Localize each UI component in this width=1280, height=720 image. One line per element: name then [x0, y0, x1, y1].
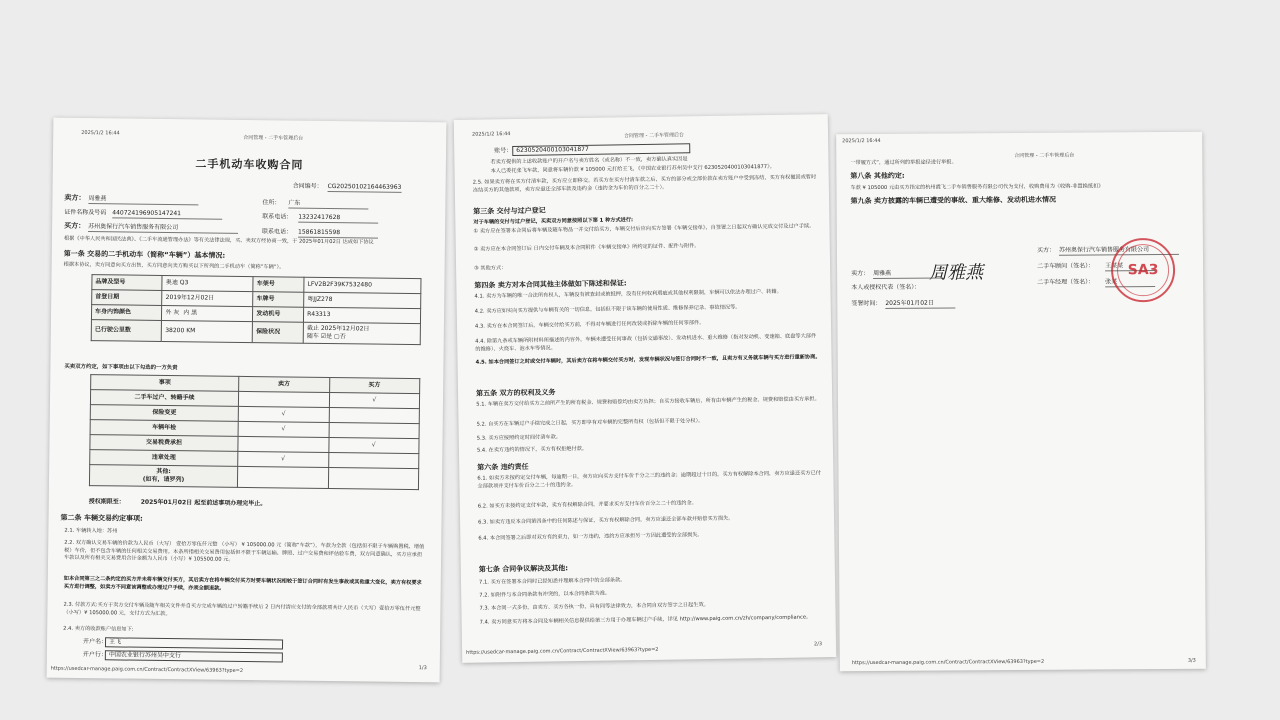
header-date: 2025/1/2 16:44: [81, 129, 120, 137]
footer-url: https://usedcar-manage.paig.com.cn/Contract/ContractXView/63963?type=2: [466, 646, 659, 656]
brand-label: 品牌及型号: [92, 275, 163, 291]
duty-buyer-check: [328, 453, 419, 469]
article-6-title: 第六条 违约责任: [477, 462, 529, 472]
duty-table: [89, 374, 420, 490]
clause-8: 车款 ¥ 105000 元由买方指定的杭州霞飞二手车销售服务有限公司代为支付，收购费用为《收购-非置换抵扣》: [850, 183, 1104, 192]
id-number: 440724196905147241: [112, 209, 222, 219]
seller-sign-label: 卖方：: [851, 270, 870, 278]
duty-item: 交易税费承担: [90, 435, 238, 452]
clause-3-option-3: ③ 其他方式：: [474, 265, 507, 272]
km-value: [162, 320, 253, 342]
duty-item: 保险变更: [90, 405, 238, 422]
clause-4-5: 4.5. 如本合同签订之时或交付车辆时，其后卖方在将车辆交付买方时，发现车辆状况与签订合同时不一致，且卖方有义务就车辆与买方进行重新协商。: [475, 354, 821, 366]
buyer-sign-name: 苏州奥保行汽车销售服务有限公司: [1059, 246, 1179, 256]
contract-title: 二手机动车收购合同: [195, 157, 304, 172]
plate-value: 粤JJZ278: [304, 292, 421, 308]
contract-page-3: [836, 132, 1206, 672]
brand-value: 奥迪 Q3: [162, 275, 253, 291]
insurance-onboard: 随车 ☑是 ▢否: [306, 332, 346, 341]
article-5-title: 第五条 双方的权利及义务: [475, 388, 556, 398]
clause-6-3: 6.3. 如卖方违反本合同第四条中的任何陈述与保证，买方有权解除合同，卖方应退还全部车款并赔偿买方损失。: [478, 515, 734, 526]
clause-3-option-2: ② 卖方应在本合同签订后 日内交付车辆及本合同附件《车辆交接单》所约定的证件、配件与附件。: [473, 243, 700, 253]
seller-name: 周雅燕: [88, 195, 198, 205]
clause-5-3: 5.3. 买方应按照约定时间付清车款。: [476, 434, 561, 442]
article-3-intro: 对于车辆的交付与过户登记，买卖双方同意按照以下第 1 种方式进行:: [473, 217, 634, 226]
clause-6-1: 6.1. 如卖方未按约定交付车辆，每逾期一日，卖方应向买方支付车价千分之三的违约金；逾期超过十日的，买方有权解除本合同，卖方应退还买方已付全部款项并支付车价百分之二十的违约金。: [477, 470, 821, 490]
color-label: 车身内饰颜色: [91, 305, 162, 321]
contract-page-2: [454, 114, 836, 663]
color-inner: 内 黑: [183, 309, 198, 317]
clause-4-1: 4.1. 卖方为车辆的唯一合法所有权人，车辆没有被查封或被抵押，没有任何权利瑕疵或其他权利限制，车辆可以依法办理过户、转籍。: [474, 288, 782, 300]
article-4-title: 第四条 卖方对本合同其他主体做如下陈述和保证:: [474, 279, 627, 290]
address-value: 广东: [288, 199, 368, 209]
km-label: 已行驶公里数: [91, 320, 162, 342]
page3-top-text: 一带履方式”，通过所列的举报途径进行举报。: [850, 159, 957, 167]
duty-seller-check: [237, 466, 328, 488]
clause-5-2: 5.2. 自买方在车辆过户手续完成之日起，买方即享有对车辆的完整所有权（包括但不限于处分权）。: [476, 418, 704, 428]
duty-buyer-check: √: [329, 393, 420, 409]
article-3-title: 第三条 交付与过户登记: [473, 206, 546, 216]
footer-page: 1/3: [418, 665, 427, 672]
reg-value: 2019年12月02日: [162, 290, 253, 306]
duty-item: 违章处理: [90, 450, 238, 467]
header-title: 合同管理 - 二手车管理后台: [243, 134, 304, 142]
consultant-label: 二手车顾问（签名）：: [1037, 262, 1095, 270]
duty-row: [89, 465, 418, 490]
article-7-title: 第七条 合同争议解决及其他:: [478, 564, 569, 574]
clause-2-1: 2.1. 车辆转入地：苏州: [64, 527, 118, 535]
clause-2-4: 2.4. 卖方的收款账户信息如下:: [63, 625, 134, 633]
clause-7-1: 7.1. 买方在签署本合同时已经知悉并理解本合同中的全部条款。: [478, 577, 626, 586]
duty-buyer-check: √: [328, 438, 419, 454]
seller-phone: 13232417628: [298, 214, 378, 224]
duty-buyer-check: [329, 408, 420, 424]
footer-page: 2/3: [813, 641, 823, 648]
color-outer: 外 灰: [165, 308, 180, 317]
duty-seller-check: √: [238, 421, 329, 437]
duty-buyer-check: [329, 423, 420, 439]
km-unit: KM: [186, 327, 196, 335]
phone-label: 联系电话：: [262, 213, 293, 221]
account-holder: 王飞: [105, 637, 283, 649]
header-date: 2025/1/2 16:44: [842, 137, 881, 145]
clause-2-2-bold: 如本合同第三之二条约定的买方并未将车辆交付买方，其后卖方在将车辆交付买方时要车辆状况相较于签订合同时有发生事故或其他重大变化，卖方有权要求买方进行调整，如卖方不同意该调整或办理过户手续，亦须全额退款。: [63, 575, 422, 592]
buyer-label: 买方：: [64, 221, 86, 231]
duty-seller-check: [238, 391, 329, 407]
duty-item: 二手车过户、转籍手续: [90, 390, 238, 407]
manager-label: 二手车经理（签名）：: [1037, 278, 1095, 286]
vin-label: 车架号: [253, 277, 304, 293]
duty-item: 其他: (如有，请罗列): [89, 465, 237, 488]
contract-no-label: 合同编号：: [292, 182, 323, 190]
footer-page: 3/3: [1187, 657, 1196, 664]
duty-seller-check: √: [238, 451, 329, 467]
preamble: 根据《中华人民共和国民法典》、《二手车流通管理办法》等有关法律法规，买、卖双方经协商一致，于 2025年01月02日 达成如下协议: [63, 235, 374, 246]
address-label: 住所：: [262, 199, 281, 207]
clause-6-2: 6.2. 如买方未按约定支付车款，卖方有权解除合同，并要求买方支付车价百分之二十的违约金。: [477, 500, 697, 510]
company-seal: [1111, 238, 1175, 302]
insurance-until: 截止 2025年12月02日: [306, 324, 370, 333]
duty-seller-check: [238, 436, 329, 452]
header-title: 合同管理 - 二手车管理后台: [623, 132, 685, 140]
article-1-title: 第一条 交易的二手机动车（简称“车辆”）基本情况:: [63, 249, 226, 260]
duty-item: 车辆年检: [90, 420, 238, 437]
duty-header-item: 事项: [91, 375, 239, 392]
clause-7-4: 7.4. 卖方同意买方将本合同及车辆相关信息提供给第三方用于办理车辆过户手续，详见 http://www.paig.com.cn/zh/company/compliance。: [479, 614, 812, 626]
color-value: [162, 305, 253, 321]
duty-header-seller: 卖方: [239, 376, 330, 392]
engine-label: 发动机号: [253, 307, 304, 323]
clause-4-3: 4.3. 卖方在本合同签订后，车辆交付给买方前，不得对车辆进行任何改装或拆除车辆的任何零部件。: [474, 320, 705, 330]
sign-date: 2025年01月02日: [885, 299, 955, 309]
clause-7-3: 7.3. 本合同一式多份，由卖方、买方各执一份，具有同等法律效力，本合同自双方签字之日起生效。: [479, 602, 709, 612]
footer-url: https://usedcar-manage.paig.com.cn/Contract/ContractXView/63963?type=2: [851, 658, 1045, 667]
insurance-label: 保险状况: [253, 322, 304, 344]
bank-label: 开户行：: [82, 651, 107, 659]
clause-2-5: 2.5. 如果卖方将在买方付清车款，买方应立即移交。若买方在买方付清车款之后，买方的部分或全部价款在卖方账户中受到冻结，买方有权撤回或暂时冻结买方的其他款项，卖方应退还全部车款及违约金（违约金为车价的百分之二十）。: [472, 174, 817, 194]
clause-2-3: 2.3. 付款方式:买方于卖方交付车辆及随车相关文件并自买方完成车辆的过户转籍手续后 2 日内付清应支付的全部款项共计人民币（大写）壹拾万零伍仟元整 （小写）¥ 105000.00 元，支付方式为汇款。: [63, 601, 421, 617]
duty-header-buyer: 买方: [329, 378, 420, 394]
clause-6-4: 6.4. 本合同签署之后即对双方有约束力，如一方违约，违约方应承担另一方因此遭受的全部损失。: [478, 532, 703, 542]
article-9-title: 第九条 卖方披露的车辆已遭受的事故、重大维修、发动机进水情况: [850, 195, 1057, 206]
engine-value: R43313: [304, 307, 421, 323]
account-holder-label: 开户名：: [82, 638, 108, 646]
id-label: 证件名称及号码: [64, 208, 107, 217]
deadline-label: 授权期限至：: [88, 498, 125, 506]
article-1-intro: 根据本协议，卖方同意向买方出售，买方同意向卖方购买以下所列的二手机动车（简称“车辆”）。: [63, 261, 285, 271]
clause-3-option-1: ① 卖方应在签署本合同后将车辆及随车物品一并交付给买方，车辆交付后应向买方签署《车辆交接单》，自签署之日起双方确认完成交付及过户手续。: [473, 223, 815, 235]
article-8-title: 第八条 其他约定:: [850, 171, 905, 181]
bank-name: 中国农业银行苏州吴中支行: [105, 650, 283, 662]
plate-label: 车牌号: [253, 292, 304, 308]
seller-sign-name: 周雅燕: [873, 270, 943, 280]
contract-no: CG20250102164463963: [328, 183, 402, 193]
insurance-value: [303, 322, 420, 345]
duty-seller-check: √: [238, 406, 329, 422]
duty-intro: 买卖双方约定，如下事项由以下勾选的一方负责: [64, 363, 178, 372]
vin-value: LFV2B2F39K7532480: [304, 277, 421, 293]
clause-7-2: 7.2. 如附件与本合同条款有冲突的，以本合同条款为准。: [479, 590, 611, 599]
consultant-sign: 王某某: [1105, 262, 1155, 271]
footer-url: https://usedcar-manage.paig.com.cn/Contract/ContractXView/63963?type=2: [50, 665, 244, 674]
buyer-sign-label: 买方：: [1036, 246, 1055, 254]
seller-label: 卖方：: [64, 193, 86, 203]
manager-sign: 张某: [1105, 278, 1155, 287]
clause-4-2: 4.2. 卖方应如实向买方提供与车辆有关的一切信息，包括但不限于该车辆的使用性质、维修保养记录、事故情况等。: [474, 304, 741, 315]
reg-label: 首登日期: [92, 290, 163, 306]
duty-buyer-check: [328, 468, 419, 490]
agent-sign-label: 本人或授权代表（签名）：: [851, 283, 921, 292]
header-date: 2025/1/2 16:44: [471, 131, 511, 138]
account-label: 账号：: [494, 147, 513, 155]
company-seal-text: SA3: [1127, 261, 1159, 278]
account-number: 6230520400103041877: [512, 143, 690, 156]
clause-2-4-note-2: 本人已委托张飞车款，同意将车辆价款 ¥ 105000 元打给王飞，《中国农业银行苏州吴中支行 6230520400103041877》。: [490, 163, 775, 175]
buyer-phone-label: 联系电话：: [262, 228, 293, 236]
sign-date-label: 签署时间：: [851, 299, 882, 308]
clause-4-4: 4.4. 除第九条或车辆所附材料所描述的内容外，车辆未遭受任何事故（包括交通事故）、发动机进水、重大维修（指对发动机、变速箱、底盘等大部件的维修）、火烧车、泡水车等情况。: [475, 333, 817, 353]
article-2-title: 第二条 车辆交易约定事项:: [60, 513, 143, 523]
buyer-name: 苏州奥保行汽车销售服务有限公司: [88, 223, 238, 234]
clause-2-2: 2.2. 双方确认交易车辆的价款为人民币（大写） 壹拾万零伍仟元整 （小写） ¥ 105000.00 元（简称“车款”），车款为全款（包括但不限于车辆购置税、增值税）车价，但不包含车辆的任何相关交易费用。本条所指相关交易费用包括但不限于车辆运输、牌照、过户交易费和评估验车费，双方同意确认，买方应承担车款以及所有相关交易费用合计金额为人民币（小写）¥ 105500.00 元。: [64, 539, 425, 563]
header-title: 合同管理 - 二手车管理后台: [1014, 152, 1075, 160]
seller-signature: 周雅燕: [929, 262, 984, 284]
deadline-value: 2025年01月02日 起至前述事项办理完毕止。: [140, 498, 267, 508]
buyer-phone: 15861815598: [298, 229, 378, 239]
vehicle-table: [91, 274, 422, 345]
km-number: 38200: [165, 327, 185, 335]
clause-2-4-note: 若卖方提供的上述收款账户的开户名与卖方姓名（或名称）不一致，卖方确认真实因是: [490, 156, 688, 166]
clause-5-1: 5.1. 车辆在卖方交付给买方之前所产生的所有税金、规费和赔偿均由卖方负担；自买方接收车辆后，所有由车辆产生的税金、规费和赔偿由买方承担。: [476, 396, 820, 408]
clause-5-4: 5.4. 在卖方违约的情况下，买方有权拒绝付款。: [476, 445, 588, 454]
contract-page-1: [47, 118, 447, 683]
